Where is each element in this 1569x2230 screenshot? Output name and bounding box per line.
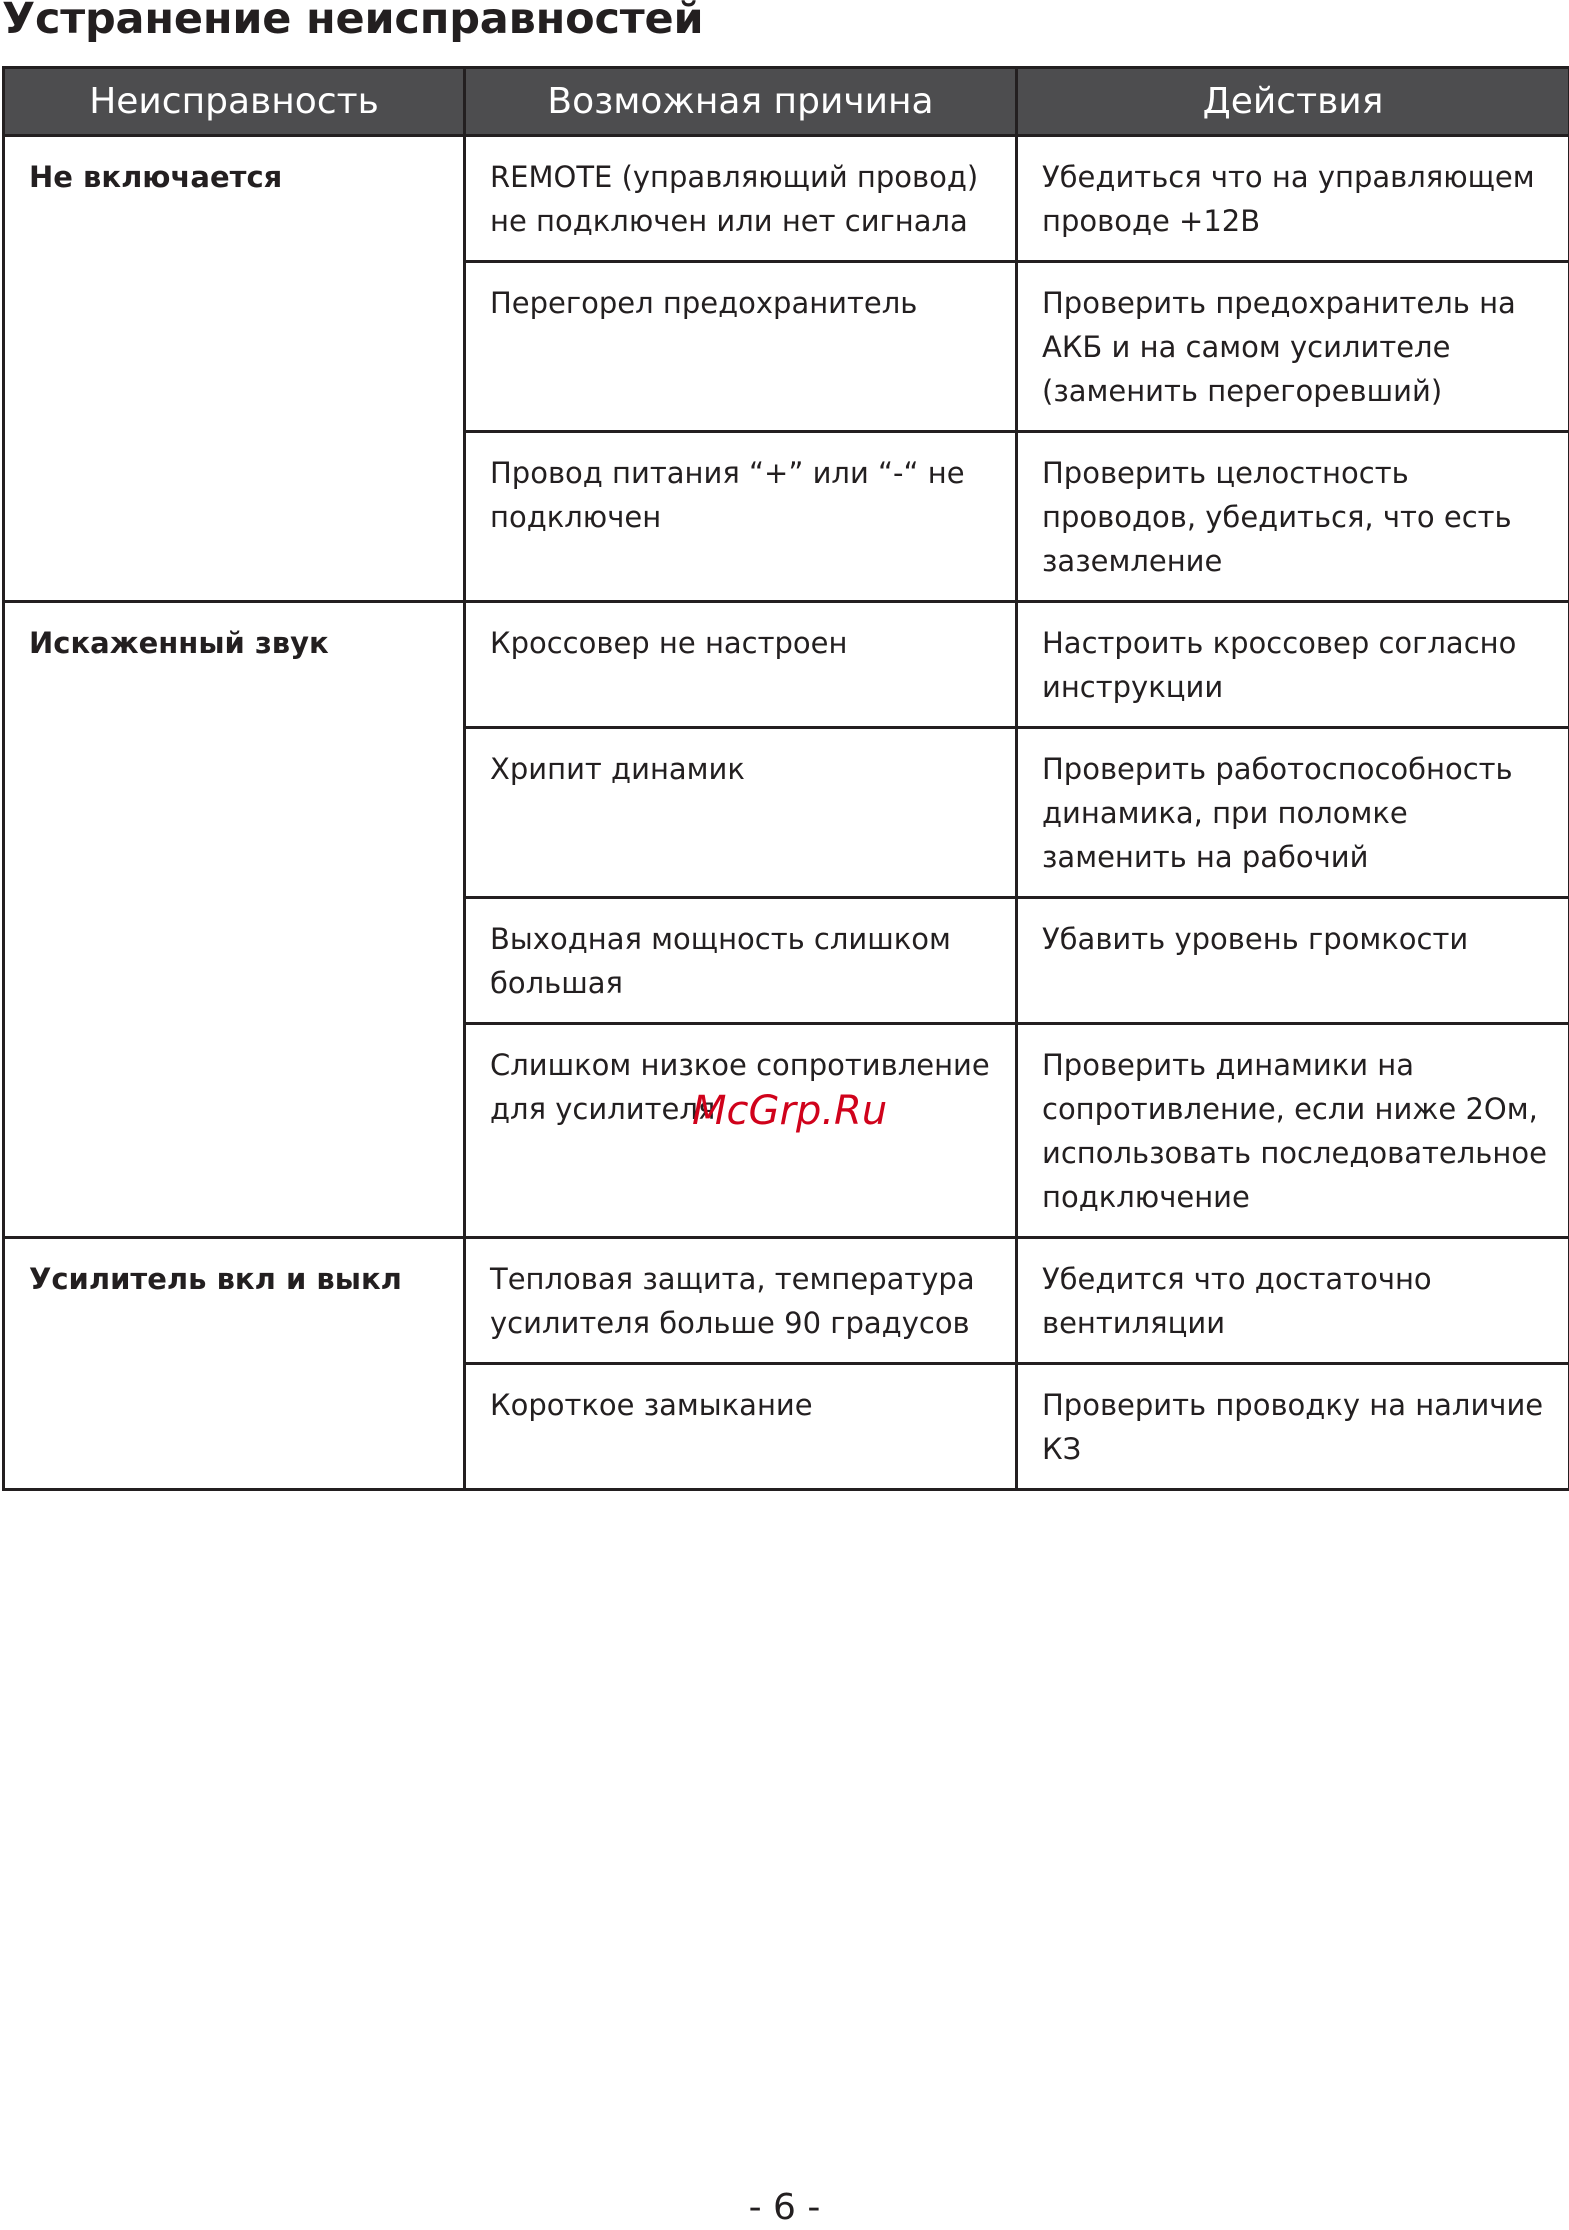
page-title: Устранение неисправностей — [2, 0, 704, 44]
table-row — [4, 1238, 1569, 1364]
fault-cell: Усилитель вкл и выкл — [4, 1238, 465, 1490]
fault-cell: Не включается — [4, 136, 465, 602]
action-cell: Проверить динамики на сопротивление, если ниже 2Ом, использовать последовательное подключение — [1017, 1024, 1569, 1238]
troubleshooting-table — [2, 66, 1569, 1491]
header-fault: Неисправность — [4, 68, 465, 136]
action-cell: Проверить предохранитель на АКБ и на самом усилителе (заменить перегоревший) — [1017, 262, 1569, 432]
table-row — [4, 602, 1569, 728]
fault-cell: Искаженный звук — [4, 602, 465, 1238]
cause-cell: Слишком низкое сопротивление для усилителя — [465, 1024, 1017, 1238]
action-cell: Проверить целостность проводов, убедиться, что есть заземление — [1017, 432, 1569, 602]
cause-cell: Кроссовер не настроен — [465, 602, 1017, 728]
header-action: Действия — [1017, 68, 1569, 136]
table-header-row — [4, 68, 1569, 136]
cause-cell: Перегорел предохранитель — [465, 262, 1017, 432]
action-cell: Настроить кроссовер согласно инструкции — [1017, 602, 1569, 728]
watermark: McGrp.Ru — [692, 1088, 888, 1134]
cause-cell: Тепловая защита, температура усилителя больше 90 градусов — [465, 1238, 1017, 1364]
cause-cell: Хрипит динамик — [465, 728, 1017, 898]
cause-cell: Выходная мощность слишком большая — [465, 898, 1017, 1024]
action-cell: Проверить проводку на наличие КЗ — [1017, 1364, 1569, 1490]
action-cell: Убедиться что на управляющем проводе +12В — [1017, 136, 1569, 262]
action-cell: Убавить уровень громкости — [1017, 898, 1569, 1024]
action-cell: Убедится что достаточно вентиляции — [1017, 1238, 1569, 1364]
header-cause: Возможная причина — [465, 68, 1017, 136]
table-row — [4, 136, 1569, 262]
cause-cell: REMOTE (управляющий провод) не подключен или нет сигнала — [465, 136, 1017, 262]
page-number: - 6 - — [748, 2187, 821, 2228]
cause-cell: Короткое замыкание — [465, 1364, 1017, 1490]
cause-cell: Провод питания “+” или “-“ не подключен — [465, 432, 1017, 602]
action-cell: Проверить работоспособность динамика, при поломке заменить на рабочий — [1017, 728, 1569, 898]
